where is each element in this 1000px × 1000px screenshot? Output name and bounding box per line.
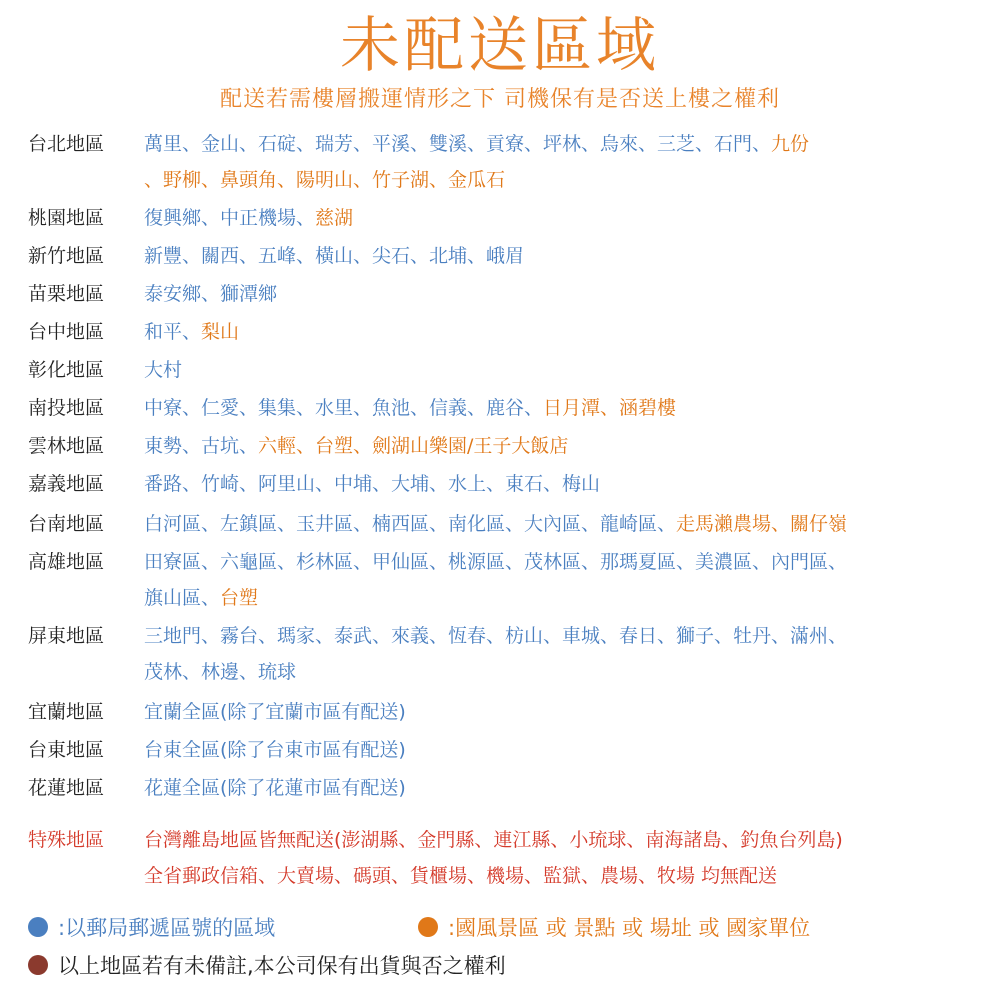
legend-dot-icon <box>28 955 48 975</box>
region-line <box>144 774 984 810</box>
place-names: 、野柳、鼻頭角、陽明山、竹子湖、金瓜石 <box>144 169 506 191</box>
place-names: 梨山 <box>201 321 240 343</box>
region-line <box>144 548 984 584</box>
place-names: 萬里、金山、石碇、瑞芳、平溪、雙溪、貢寮、坪林、烏來、三芝、石門、 <box>144 133 772 155</box>
place-names: 新豐、關西、五峰、橫山、尖石、北埔、峨眉 <box>144 245 525 267</box>
place-names: 白河區、左鎮區、玉井區、楠西區、南化區、大內區、龍崎區、 <box>144 513 677 535</box>
region-name: 台中地區 <box>28 321 105 343</box>
region-name: 台南地區 <box>28 513 105 535</box>
place-names: 和平、 <box>144 321 202 343</box>
place-names: 大村 <box>144 359 183 381</box>
region-places <box>144 470 984 506</box>
place-names: 全省郵政信箱、大賣場、碼頭、貨櫃場、機場、監獄、農場、牧場 均無配送 <box>144 865 778 887</box>
special-region-name: 特殊地區 <box>28 829 105 851</box>
region-line <box>144 698 984 734</box>
region-places <box>144 318 984 354</box>
page-subtitle: 配送若需樓層搬運情形之下 司機保有是否送上樓之權利 <box>220 87 780 112</box>
region-places <box>144 548 984 620</box>
place-names: 復興鄉、中正機場、 <box>144 207 316 229</box>
legend-item <box>418 912 810 944</box>
place-names: 台灣離島地區皆無配送(澎湖縣、金門縣、連江縣、小琉球、南海諸島、釣魚台列島) <box>144 829 843 851</box>
region-line <box>144 280 984 316</box>
special-line <box>144 826 984 862</box>
region-places <box>144 242 984 278</box>
region-line <box>144 130 984 166</box>
region-name: 宜蘭地區 <box>28 701 105 723</box>
region-places <box>144 736 984 772</box>
region-name: 桃園地區 <box>28 207 105 229</box>
region-name: 雲林地區 <box>28 435 105 457</box>
place-names: 走馬瀨農場、關仔嶺 <box>676 513 848 535</box>
region-places <box>144 622 984 694</box>
region-places <box>144 774 984 810</box>
place-names: 宜蘭全區(除了宜蘭市區有配送) <box>144 701 406 723</box>
place-names: 田寮區、六龜區、杉林區、甲仙區、桃源區、茂林區、那瑪夏區、美濃區、內門區、 <box>144 551 848 573</box>
place-names: 三地門、霧台、瑪家、泰武、來義、恆春、枋山、車城、春日、獅子、牡丹、滿州、 <box>144 625 848 647</box>
region-line <box>144 394 984 430</box>
place-names: 番路、竹崎、阿里山、中埔、大埔、水上、東石、梅山 <box>144 473 601 495</box>
region-name: 新竹地區 <box>28 245 105 267</box>
region-places <box>144 204 984 240</box>
region-line <box>144 432 984 468</box>
region-name: 南投地區 <box>28 397 105 419</box>
region-name: 彰化地區 <box>28 359 105 381</box>
place-names: 日月潭、涵碧樓 <box>543 397 677 419</box>
region-line <box>144 242 984 278</box>
region-name: 台北地區 <box>28 133 105 155</box>
region-name: 嘉義地區 <box>28 473 105 495</box>
place-names: 旗山區、 <box>144 587 221 609</box>
region-line <box>144 204 984 240</box>
legend-text: 以上地區若有未備註,本公司保有出貨與否之權利 <box>58 954 506 978</box>
place-names: 台塑 <box>220 587 259 609</box>
region-name: 高雄地區 <box>28 551 105 573</box>
place-names: 慈湖 <box>315 207 354 229</box>
region-places <box>144 280 984 316</box>
page-title: 未配送區域 <box>340 11 660 81</box>
place-names: 六輕、台塑、劍湖山樂園/王子大飯店 <box>258 435 569 457</box>
region-line <box>144 470 984 506</box>
region-line <box>144 736 984 772</box>
region-line <box>144 166 984 202</box>
region-name: 苗栗地區 <box>28 283 105 305</box>
place-names: 台東全區(除了台東市區有配送) <box>144 739 406 761</box>
place-names: 花蓮全區(除了花蓮市區有配送) <box>144 777 406 799</box>
region-line <box>144 356 984 392</box>
legend-text: :以郵局郵遞區號的區域 <box>58 916 276 940</box>
region-name: 花蓮地區 <box>28 777 105 799</box>
legend-text: :國風景區 或 景點 或 場址 或 國家單位 <box>448 916 811 940</box>
place-names: 中寮、仁愛、集集、水里、魚池、信義、鹿谷、 <box>144 397 544 419</box>
place-names: 東勢、古坑、 <box>144 435 259 457</box>
place-names: 泰安鄉、獅潭鄉 <box>144 283 278 305</box>
place-names: 九份 <box>771 133 810 155</box>
special-region-places <box>144 826 984 898</box>
region-places <box>144 698 984 734</box>
region-places <box>144 432 984 468</box>
special-line <box>144 862 984 898</box>
region-line <box>144 658 984 694</box>
region-line <box>144 584 984 620</box>
region-line <box>144 622 984 658</box>
region-places <box>144 356 984 392</box>
region-places <box>144 130 984 202</box>
region-places <box>144 510 984 546</box>
region-line <box>144 318 984 354</box>
legend-item <box>28 950 506 982</box>
region-line <box>144 510 984 546</box>
region-name: 台東地區 <box>28 739 105 761</box>
region-name: 屏東地區 <box>28 625 105 647</box>
legend-dot-icon <box>418 917 438 937</box>
region-places <box>144 394 984 430</box>
place-names: 茂林、林邊、琉球 <box>144 661 297 683</box>
